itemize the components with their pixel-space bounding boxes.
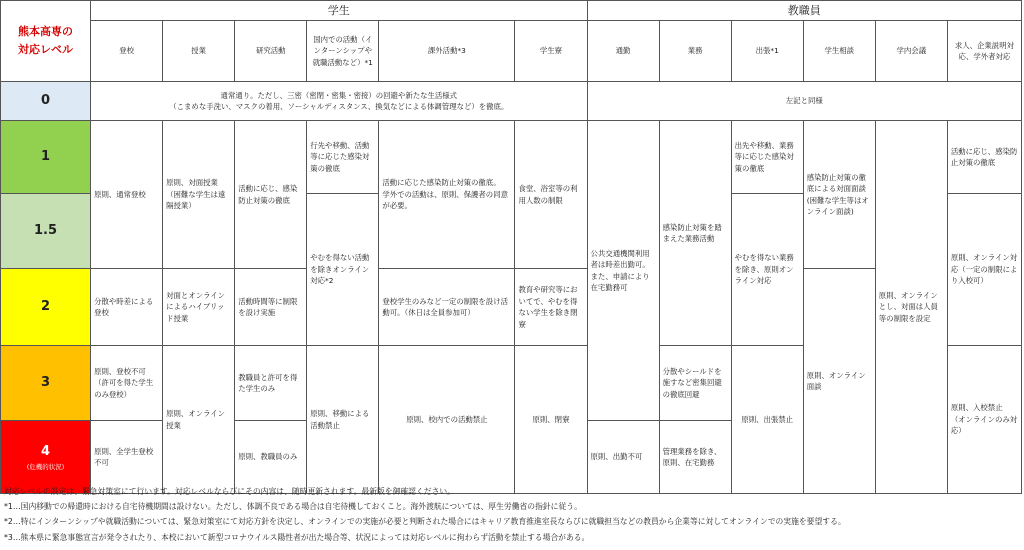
level-0: 0 [1,82,91,121]
col-domestic-activities: 国内での活動（インターンシップや就職活動など）*1 [307,21,379,82]
extracurricular-l3: 原則、校内での活動禁止 [379,346,515,494]
level-4 [1,421,91,494]
dormitory-l1: 食堂、浴室等の利用人数の制限 [515,121,587,269]
commute-l1: 公共交通機関利用者は時差出勤可。また、申請により在宅勤務可 [587,121,659,421]
note-3: *3…熊本県に緊急事態宣言が発令されたり、本校において新型コロナウイルス陽性者が出た場合等、状況によっては対応レベルに拘わらず活動を禁止する場合がある。 [4,532,590,542]
note-1: *1…国内移動での帰還時における自宅待機期間は設けない。ただし、体調不良である場合は自宅待機しておくこと。海外渡航については、厚生労働省の指針に従う。 [4,502,582,512]
col-classes: 授業 [163,21,235,82]
note-2: *2…特にインターンシップや就職活動については、緊急対策室にて対応方針を決定し、オンラインでの実施が必要と判断された場合にはキャリア教育推進室長ならびに就職担当などの教員から企業等に対してオンラインでの実施を要望する。 [4,517,846,527]
research-l1: 活動に応じ、感染防止対策の徹底 [235,121,307,269]
footnotes [4,484,1020,545]
extracurricular-l1: 活動に応じた感染防止対策の徹底。 学外での活動は、原則、保護者の同意が必要。 [379,121,515,269]
visitors-l3: 原則、入校禁止 （オンラインのみ対応） [947,346,1021,494]
dormitory-l3: 原則、閉寮 [515,346,587,494]
duties-l1: 感染防止対策を踏まえた業務活動 [659,121,731,346]
attendance-l4: 原則、全学生登校不可 [91,421,163,494]
domestic-l15: やむを得ない活動を除きオンライン対応*2 [307,194,379,346]
col-commute: 通勤 [587,21,659,82]
extracurricular-l2: 登校学生のみなど一定の制限を設け活動可。（休日は全員参加可） [379,269,515,346]
counseling-l2: 原則、オンライン面談 [803,269,875,494]
duties-l4: 管理業務を除き、原則、在宅勤務 [659,421,731,494]
trip-l15: やむを得ない業務を除き、原則オンライン対応 [731,194,803,346]
col-dormitory: 学生寮 [515,21,587,82]
domestic-l1: 行先や移動、活動等に応じた感染対策の徹底 [307,121,379,194]
visitors-l15: 原則、オンライン対応（一定の制限により入校可） [947,194,1021,346]
col-research: 研究活動 [235,21,307,82]
col-business-trip: 出張*1 [731,21,803,82]
level-0-students-cell: 通常通り。ただし、三密（密閉・密集・密接）の回避や新たな生活様式 （こまめな手洗い、マスクの着用、ソーシャルディスタンス、換気などによる体調管理など）を徹底。 [91,82,587,121]
research-l2: 活動時間等に制限を設け実施 [235,269,307,346]
level-0-staff-cell: 左記と同様 [587,82,1021,121]
domestic-l3: 原則、移動による活動禁止 [307,346,379,494]
meetings-l1: 原則、オンラインとし、対面は人員等の制限を設定 [875,121,947,494]
level-3: 3 [1,346,91,421]
research-l3: 教職員と許可を得た学生のみ [235,346,307,421]
level-header: 熊本高専の 対応レベル [1,1,91,82]
duties-l3: 分散やシールドを施すなど密集回避の徹底回避 [659,346,731,421]
trip-l3: 原則、出張禁止 [731,346,803,494]
level-1-5: 1.5 [1,194,91,269]
col-visitors: 求人、企業説明対応、学外者対応 [947,21,1021,82]
students-group-header: 学生 [91,1,587,21]
visitors-l1: 活動に応じ、感染防止対策の徹底 [947,121,1021,194]
dormitory-l2: 教育や研究等においてで、やむを得ない学生を除き閉寮 [515,269,587,346]
level-4-note: (危機的状況) [26,463,65,472]
col-attendance: 登校 [91,21,163,82]
classes-l1: 原則、対面授業 （困難な学生は遠隔授業） [163,121,235,269]
col-student-counseling: 学生相談 [803,21,875,82]
level-1: 1 [1,121,91,194]
level-4-label: 4 [41,443,51,459]
counseling-l1: 感染防止対策の徹底による対面面談 (困難な学生等はオンライン面談) [803,121,875,269]
level-2: 2 [1,269,91,346]
col-duties: 業務 [659,21,731,82]
staff-group-header: 教職員 [587,1,1021,21]
col-extracurricular: 課外活動*3 [379,21,515,82]
note-general: 対応レベルの設定は、緊急対策室にて行います。対応レベルならびにその内容は、随時更新されます。最新版を御確認ください。 [4,487,455,496]
col-meetings: 学内会議 [875,21,947,82]
attendance-l3: 原則、登校不可 （許可を得た学生のみ登校） [91,346,163,421]
classes-l3: 原則、オンライン授業 [163,346,235,494]
attendance-l2: 分散や時差による登校 [91,269,163,346]
trip-l1: 出先や移動、業務等に応じた感染対策の徹底 [731,121,803,194]
research-l4: 原則、教職員のみ [235,421,307,494]
commute-l4: 原則、出勤不可 [587,421,659,494]
classes-l2: 対面とオンラインによるハイブリッド授業 [163,269,235,346]
attendance-l1: 原則、通常登校 [91,121,163,269]
